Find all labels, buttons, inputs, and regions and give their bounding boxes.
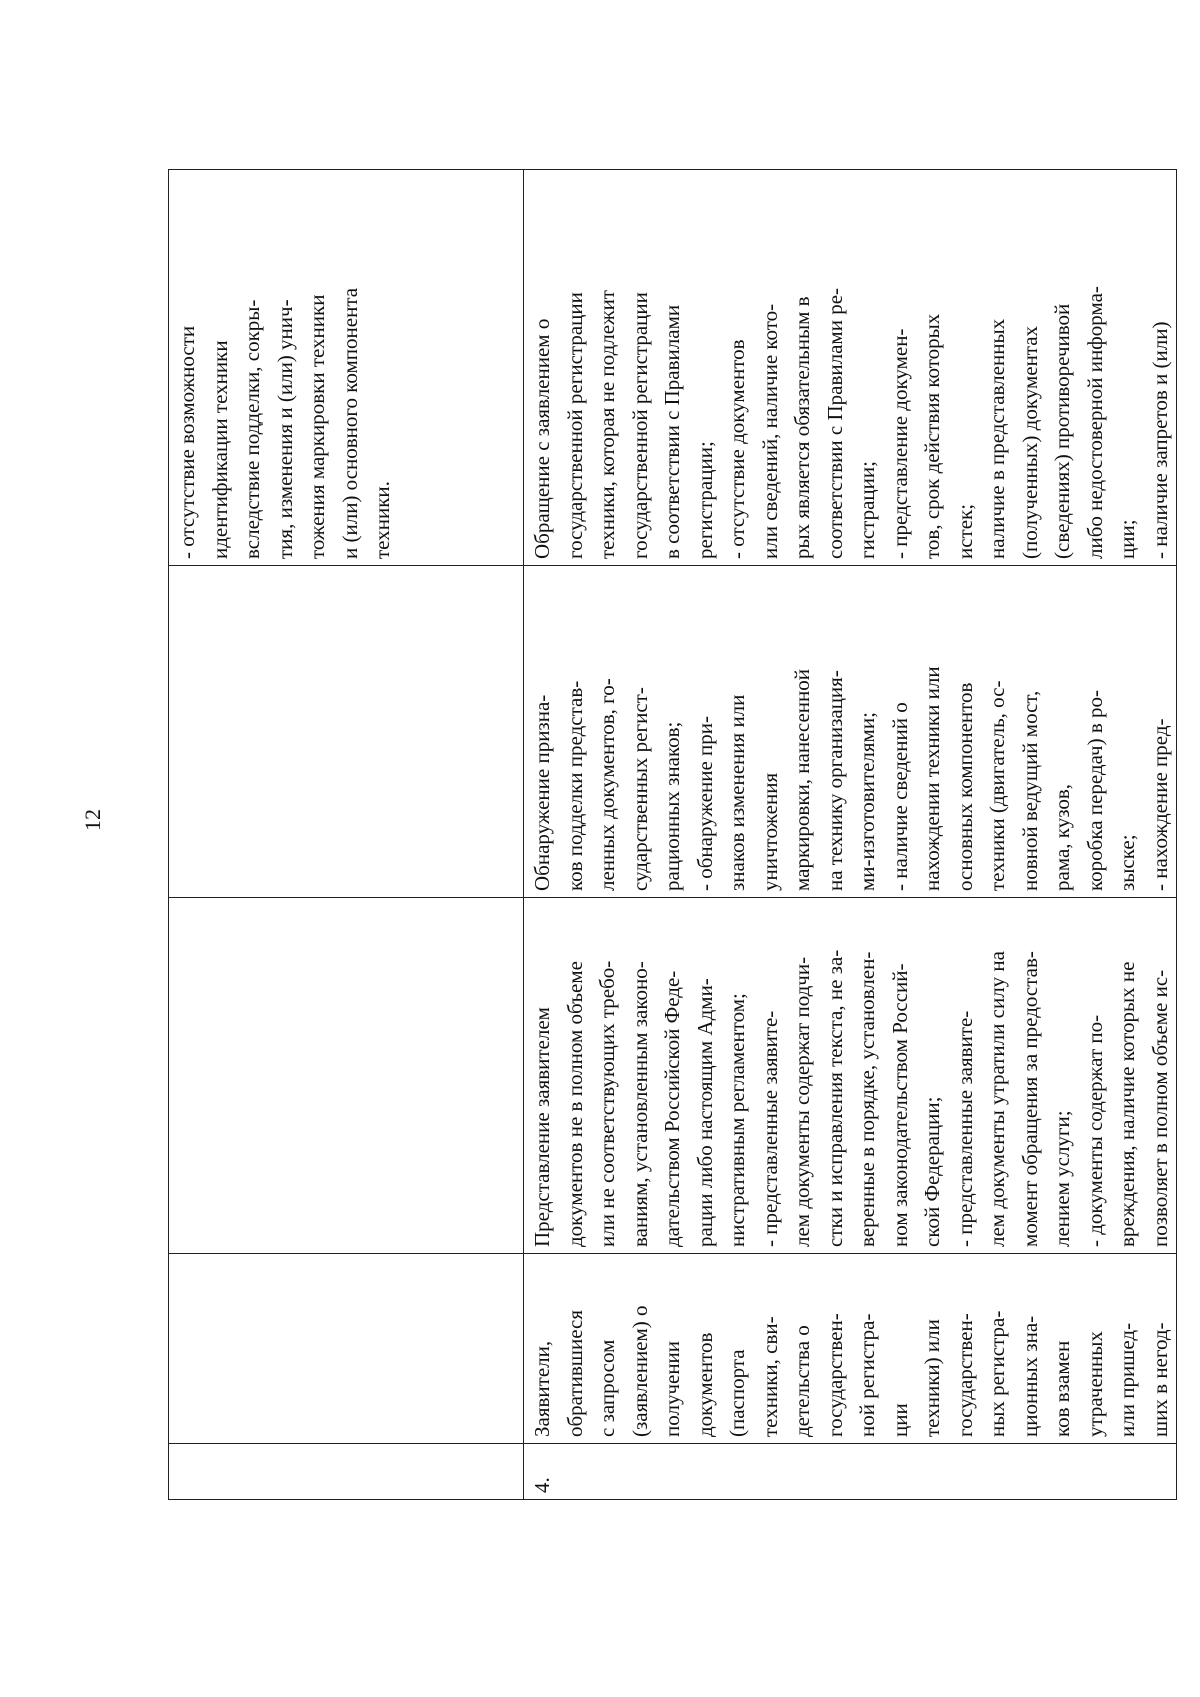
refusal-grounds-text: Представление заявителем документов не в полном объеме или не соответствующих требо- ваниям, установленным законо- дательством Российской Феде- рации либо настоящим Адми- нистративным регламентом; - представленные заявите- лем документы содержат подчи- стки и исправления текста, не за- веренные в порядке, установлен- ном законодательством Россий- ской Федерации; - представленные заявите- лем документы утратили силу на момент обращения за предостав- лением услуги; - документы содержат по- вреждения, наличие которых не позволяет в полном объеме ис- — [530, 949, 1172, 1247]
rejection-grounds-cell — [524, 170, 1177, 566]
table-row-continuation — [169, 170, 524, 1500]
refusal-grounds-cell — [524, 898, 1177, 1254]
rotated-table-wrapper — [168, 170, 1172, 1500]
cont-cell-applicants — [169, 1254, 524, 1444]
cont-cell-refusal-grounds — [169, 898, 524, 1254]
cont-rejection-text: - отсутствие возможности идентификации техники вследствие подделки, сокры- тия, изменения и (или) унич- тожения маркировки техники и (или) основного компонента техники. — [175, 287, 394, 559]
table-row-4 — [524, 170, 1177, 1500]
rejection-grounds-text: Обращение с заявлением о государственной регистрации техники, которая не подлежит государственной регистрации в соответствии с Правилами регистрации; - отсутствие документов или сведений, наличие кото- рых является обязательным в соответствии с Правилами ре- гистрации; - представление докумен- тов, срок действия которых истек; наличие в представленных (полученных) документах (сведениях) противоречивой либо недостоверной информа- ции; - наличие запретов и (или) — [530, 286, 1172, 559]
cont-cell-number — [169, 1444, 524, 1500]
suspension-grounds-text: Обнаружение призна- ков подделки представ- ленных документов, го- сударственных регист- рационных знаков; - обнаружение при- знаков изменения или уничтожения маркировки, нанесенной на технику организация- ми-изготовителями; - наличие сведений о нахождении техники или основных компонентов техники (двигатель, ос- новной ведущий мост, рама, кузов, коробка передач) в ро- зыске; - нахождение пред- — [530, 666, 1172, 891]
applicants-text: Заявители, обратившиеся с запросом (заявлением) о получении документов (паспорта техники, сви- детельства о государствен- ной регистра- ции техники) или государствен- ных регистра- ционных зна- ков взамен утраченных или пришед- ших в негод- — [530, 1305, 1172, 1437]
applicants-cell — [524, 1254, 1177, 1444]
cont-cell-suspension-grounds — [169, 566, 524, 898]
suspension-grounds-cell — [524, 566, 1177, 898]
page-number: 12 — [80, 809, 105, 831]
services-table — [168, 169, 1177, 1500]
cont-cell-rejection-grounds — [169, 170, 524, 566]
row-number: 4. — [524, 1444, 1177, 1500]
